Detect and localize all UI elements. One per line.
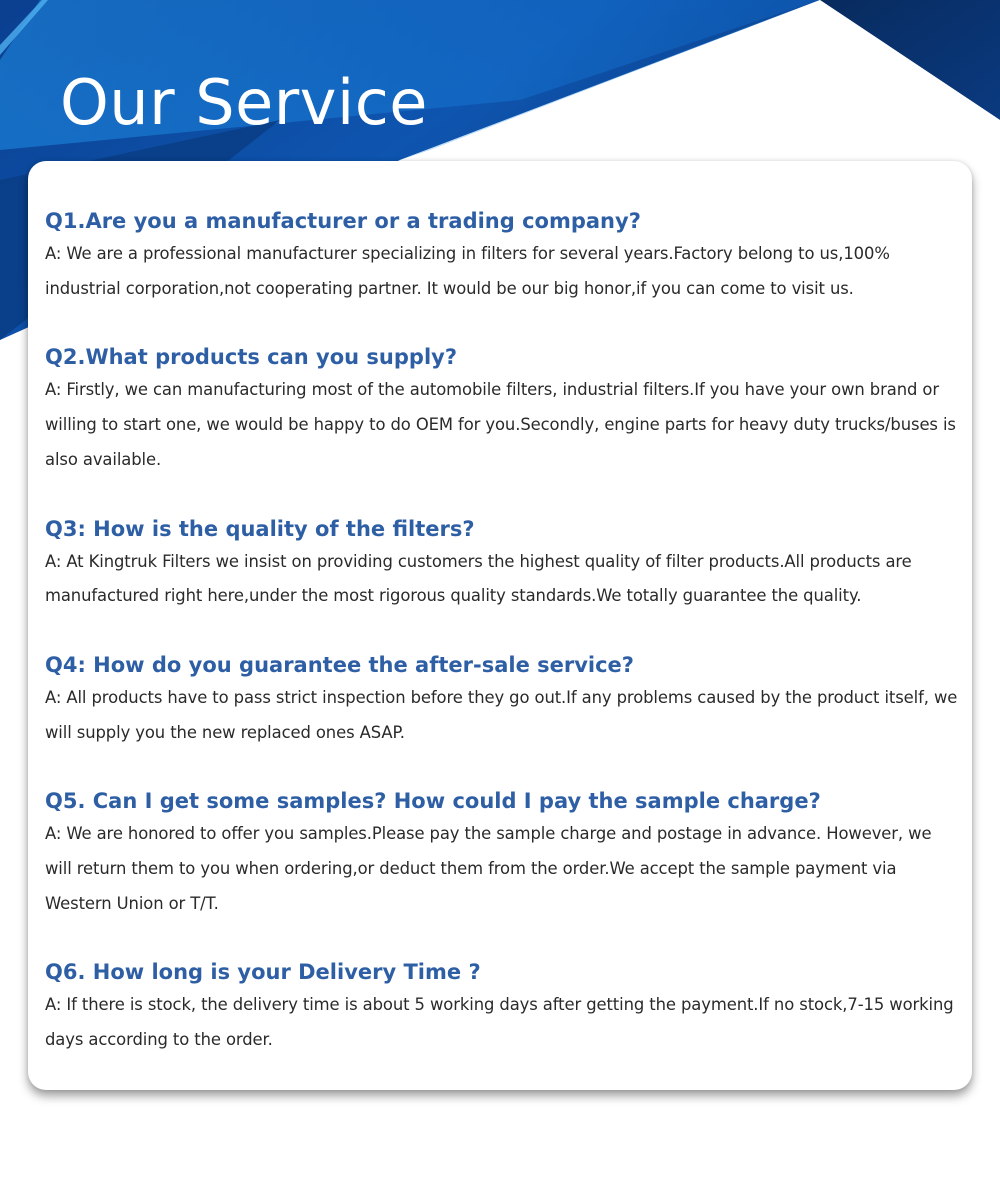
faq-question: Q3: How is the quality of the filters? bbox=[45, 516, 475, 541]
faq-answer: A: If there is stock, the delivery time is about 5 working days after getting the payment.If no stock,7-15 working days according to the order. bbox=[45, 995, 954, 1050]
faq-item-q2 bbox=[45, 341, 960, 477]
faq-answer: A: We are honored to offer you samples.Please pay the sample charge and postage in advance. However, we will return them to you when ordering,or deduct them from the order.We accept the sample payment via Western Union or T/T. bbox=[45, 824, 932, 913]
faq-item-q6 bbox=[45, 956, 960, 1057]
faq-question: Q2.What products can you supply? bbox=[45, 345, 458, 370]
faq-item-q5 bbox=[45, 785, 960, 921]
faq-question: Q6. How long is your Delivery Time ? bbox=[45, 960, 481, 985]
faq-answer: A: We are a professional manufacturer specializing in filters for several years.Factory belong to us,100% industrial corporation,not cooperating partner. It would be our big honor,if you can come to visit us. bbox=[45, 244, 890, 298]
faq-question: Q5. Can I get some samples? How could I pay the sample charge? bbox=[45, 789, 821, 814]
page-title: Our Service bbox=[60, 66, 428, 139]
faq-item-q4 bbox=[45, 649, 960, 750]
faq-question: Q4: How do you guarantee the after-sale service? bbox=[45, 652, 634, 677]
faq-question: Q1.Are you a manufacturer or a trading company? bbox=[45, 209, 641, 233]
faq-card bbox=[28, 161, 972, 1090]
faq-answer: A: All products have to pass strict inspection before they go out.If any problems caused by the product itself, we will supply you the new replaced ones ASAP. bbox=[45, 687, 958, 742]
faq-item-q1 bbox=[45, 205, 960, 306]
faq-answer: A: Firstly, we can manufacturing most of the automobile filters, industrial filters.If you have your own brand or willing to start one, we would be happy to do OEM for you.Secondly, engine parts for heavy duty trucks/buses is also available. bbox=[45, 380, 956, 469]
faq-answer: A: At Kingtruk Filters we insist on providing customers the highest quality of filter products.All products are manufactured right here,under the most rigorous quality standards.We totally guarantee the quality. bbox=[45, 551, 912, 606]
faq-item-q3 bbox=[45, 513, 960, 614]
